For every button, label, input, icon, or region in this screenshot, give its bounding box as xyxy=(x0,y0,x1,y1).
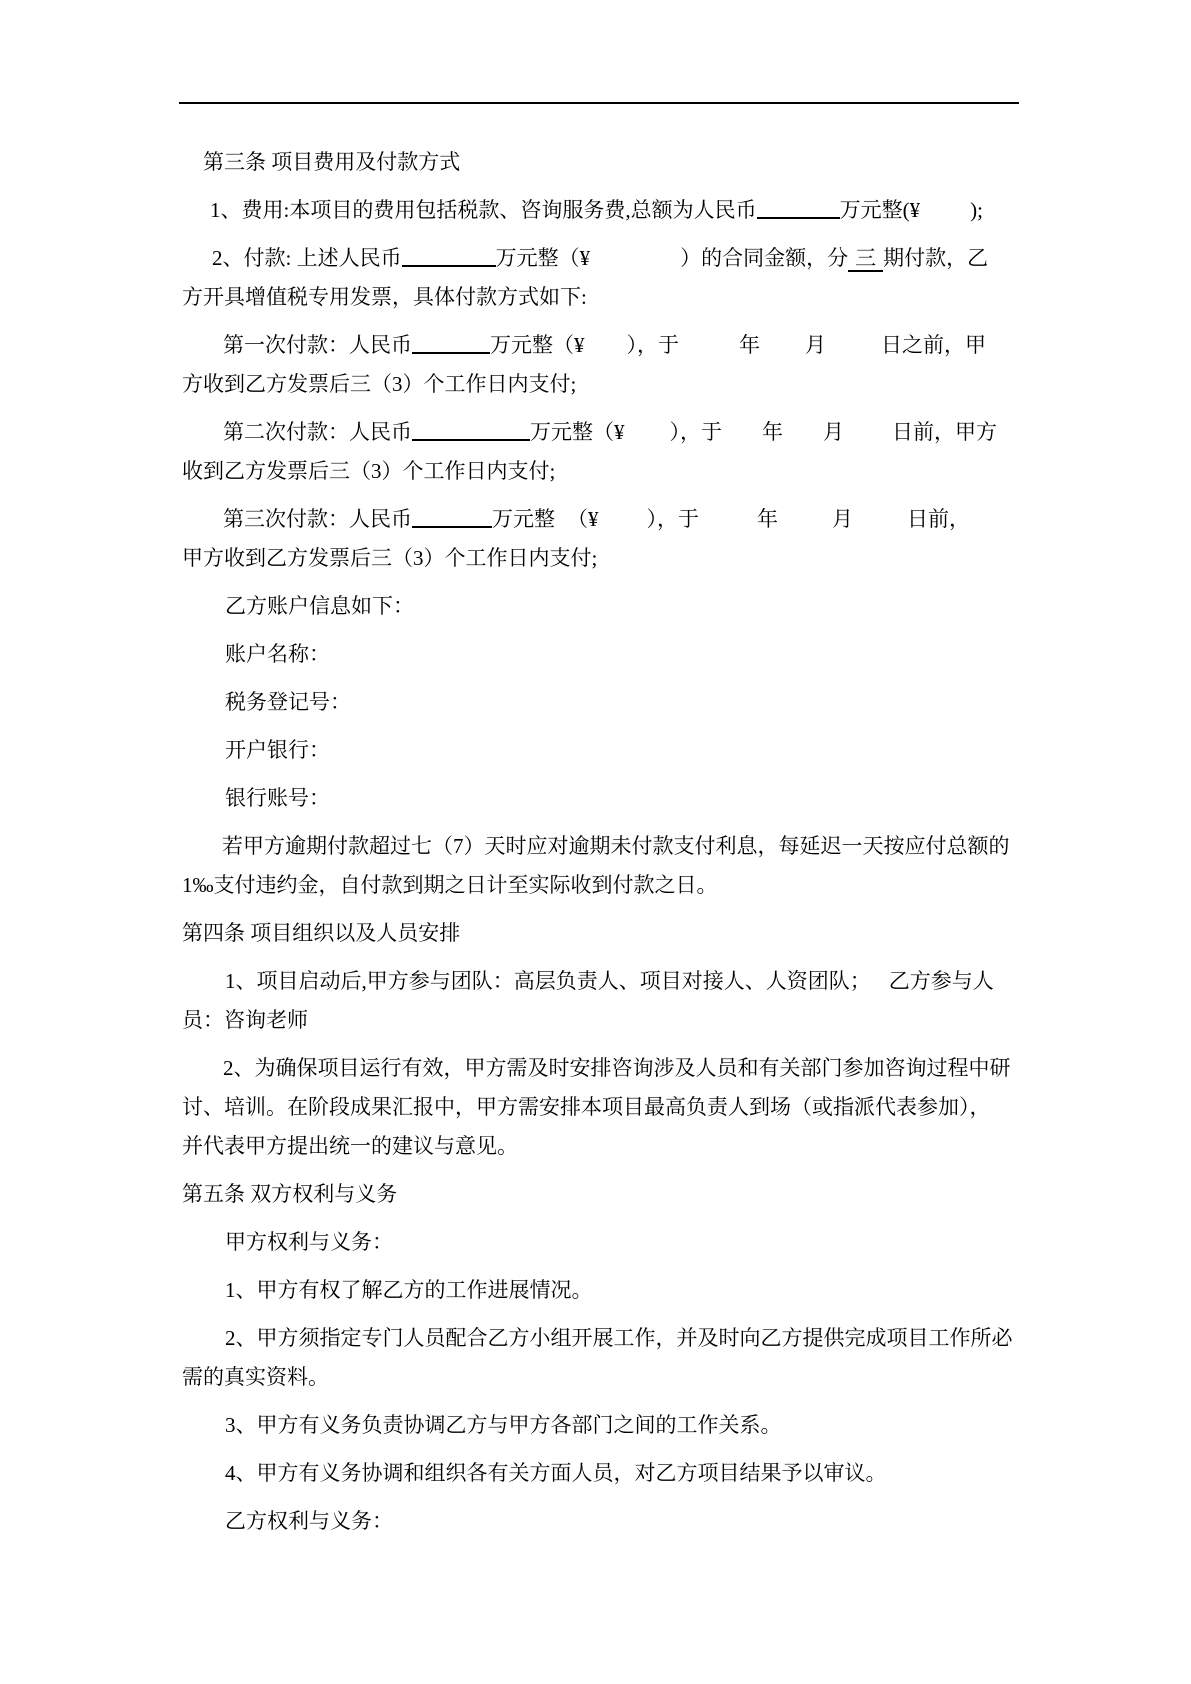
blank-space xyxy=(853,525,907,526)
fill-in-blank-line xyxy=(412,419,530,441)
text-segment: 乙方权利与义务： xyxy=(225,1509,393,1533)
document-content xyxy=(182,143,1062,1550)
document-line xyxy=(182,1223,1062,1262)
blank-space xyxy=(590,264,680,265)
blank-space xyxy=(920,216,970,217)
text-segment: 讨、培训。在阶段成果汇报中，甲方需安排本项目最高负责人到场（或指派代表参加）， xyxy=(182,1095,991,1119)
party-a-rights-title xyxy=(182,1223,1062,1262)
document-line xyxy=(182,1088,1062,1127)
text-segment: 万元整 xyxy=(492,507,555,531)
text-segment: 第四条 项目组织以及人员安排 xyxy=(182,921,461,945)
text-segment: 账户名称： xyxy=(225,642,330,666)
text-segment: 方收到乙方发票后三（3）个工作日内支付; xyxy=(182,372,577,396)
payment-second xyxy=(182,413,1062,491)
clause-fee xyxy=(182,191,1062,230)
text-segment: 年 xyxy=(757,507,778,531)
fill-in-blank-line xyxy=(757,197,840,219)
party-b-account-intro xyxy=(182,587,1062,626)
text-segment: 月 xyxy=(805,333,826,357)
document-line xyxy=(182,1271,1062,1310)
text-segment: 2、为确保项目运行有效，甲方需及时安排咨询涉及人员和有关部门参加咨询过程中研 xyxy=(223,1056,1011,1080)
blank-space xyxy=(699,525,757,526)
account-name xyxy=(182,635,1062,674)
text-segment: 年 xyxy=(762,420,783,444)
blank-space xyxy=(585,351,627,352)
blank-space xyxy=(760,351,805,352)
text-segment: ），于 xyxy=(646,507,699,531)
tax-registration-no xyxy=(182,683,1062,722)
blank-space xyxy=(783,438,823,439)
article-5-heading xyxy=(182,1175,1062,1214)
document-line xyxy=(182,962,1062,1001)
underlined-text: 三 xyxy=(848,246,883,272)
fill-in-blank-line xyxy=(402,245,496,267)
fill-in-blank-line xyxy=(412,506,492,528)
text-segment: 甲方收到乙方发票后三（3）个工作日内支付; xyxy=(182,546,598,570)
text-segment: 月 xyxy=(823,420,844,444)
text-segment: 员：咨询老师 xyxy=(182,1008,308,1032)
text-segment: 银行账号： xyxy=(225,786,330,810)
text-segment: 第三条 项目费用及付款方式 xyxy=(203,150,461,174)
text-segment: 万元整（¥ xyxy=(490,333,585,357)
text-segment: 4、甲方有义务协调和组织各有关方面人员，对乙方项目结果予以审议。 xyxy=(225,1461,887,1485)
document-line xyxy=(182,683,1062,722)
text-segment: 1、费用:本项目的费用包括税款、咨询服务费,总额为人民币 xyxy=(210,198,757,222)
document-line xyxy=(182,1454,1062,1493)
document-line xyxy=(182,239,1062,278)
document-line xyxy=(182,278,1062,317)
party-a-right-1 xyxy=(182,1271,1062,1310)
document-line xyxy=(182,1502,1062,1541)
document-line xyxy=(182,731,1062,770)
text-segment: 第三次付款：人民币 xyxy=(223,507,412,531)
blank-space xyxy=(826,351,881,352)
document-line xyxy=(182,539,1062,578)
document-line xyxy=(182,365,1062,404)
text-segment: 税务登记号： xyxy=(225,690,351,714)
text-segment: 甲方权利与义务： xyxy=(225,1230,393,1254)
text-segment: 月 xyxy=(832,507,853,531)
text-segment: 需的真实资料。 xyxy=(182,1365,329,1389)
text-segment: 2、付款: 上述人民币 xyxy=(212,246,402,270)
party-a-right-4 xyxy=(182,1454,1062,1493)
text-segment: 日前， xyxy=(907,507,970,531)
document-line xyxy=(182,413,1062,452)
text-segment: 期付款，乙 xyxy=(883,246,989,270)
document-line xyxy=(182,779,1062,818)
text-segment: 万元整(¥ xyxy=(839,198,921,222)
clause-payment xyxy=(182,239,1062,317)
text-segment: 若甲方逾期付款超过七（7）天时应对逾期未付款支付利息，每延迟一天按应付总额的 xyxy=(222,834,1010,858)
text-segment: 第五条 双方权利与义务 xyxy=(182,1182,398,1206)
text-segment: 1‰支付违约金，自付款到期之日计至实际收到付款之日。 xyxy=(182,873,718,897)
text-segment: 1、项目启动后,甲方参与团队：高层负责人、项目对接人、人资团队； xyxy=(225,969,871,993)
document-line xyxy=(182,1358,1062,1397)
article-4-heading xyxy=(182,914,1062,953)
document-line xyxy=(182,452,1062,491)
document-line xyxy=(182,827,1062,866)
document-line xyxy=(182,191,1062,230)
article-3-heading xyxy=(182,143,1062,182)
text-segment: 收到乙方发票后三（3）个工作日内支付; xyxy=(182,459,556,483)
text-segment: 第二次付款：人民币 xyxy=(223,420,412,444)
text-segment: 万元整（¥ xyxy=(495,246,591,270)
blank-space xyxy=(599,525,647,526)
document-line xyxy=(182,1127,1062,1166)
text-segment: 第一次付款：人民币 xyxy=(223,333,412,357)
document-line xyxy=(182,866,1062,905)
text-segment: 2、甲方须指定专门人员配合乙方小组开展工作，并及时向乙方提供完成项目工作所必 xyxy=(225,1326,1013,1350)
text-segment: 乙方账户信息如下： xyxy=(225,594,414,618)
text-segment: 方开具增值税专用发票，具体付款方式如下: xyxy=(182,285,587,309)
text-segment: 1、甲方有权了解乙方的工作进展情况。 xyxy=(225,1278,593,1302)
text-segment: ); xyxy=(970,198,983,222)
text-segment: ），于 xyxy=(669,420,722,444)
blank-space xyxy=(722,438,762,439)
document-line xyxy=(182,143,1062,182)
text-segment: 日之前，甲 xyxy=(881,333,986,357)
document-line xyxy=(182,1319,1062,1358)
text-segment: （¥ xyxy=(567,507,599,531)
text-segment: 3、甲方有义务负责协调乙方与甲方各部门之间的工作关系。 xyxy=(225,1413,782,1437)
party-a-right-3 xyxy=(182,1406,1062,1445)
bank-account-no xyxy=(182,779,1062,818)
document-line xyxy=(182,914,1062,953)
text-segment: 开户银行： xyxy=(225,738,330,762)
document-line xyxy=(182,587,1062,626)
payment-third xyxy=(182,500,1062,578)
team-arrangement xyxy=(182,962,1062,1040)
blank-space xyxy=(778,525,832,526)
blank-space xyxy=(844,438,892,439)
fill-in-blank-line xyxy=(412,332,490,354)
late-payment-penalty xyxy=(182,827,1062,905)
text-segment: ）的合同金额，分 xyxy=(680,246,849,270)
document-line xyxy=(182,1049,1062,1088)
document-line xyxy=(182,500,1062,539)
payment-first xyxy=(182,326,1062,404)
blank-space xyxy=(555,525,567,526)
blank-space xyxy=(625,438,670,439)
document-line xyxy=(182,1001,1062,1040)
text-segment: ），于 xyxy=(626,333,679,357)
document-line xyxy=(182,326,1062,365)
text-segment: 年 xyxy=(739,333,760,357)
document-line xyxy=(182,635,1062,674)
text-segment: 并代表甲方提出统一的建议与意见。 xyxy=(182,1134,518,1158)
text-segment: 万元整（¥ xyxy=(530,420,625,444)
party-b-rights-title xyxy=(182,1502,1062,1541)
document-line xyxy=(182,1175,1062,1214)
text-segment: 日前，甲方 xyxy=(892,420,997,444)
project-cooperation xyxy=(182,1049,1062,1166)
text-segment: 乙方参与人 xyxy=(888,969,994,993)
party-a-right-2 xyxy=(182,1319,1062,1397)
blank-space xyxy=(871,987,889,988)
blank-space xyxy=(679,351,739,352)
page-header-rule xyxy=(179,102,1019,104)
document-line xyxy=(182,1406,1062,1445)
bank-name xyxy=(182,731,1062,770)
